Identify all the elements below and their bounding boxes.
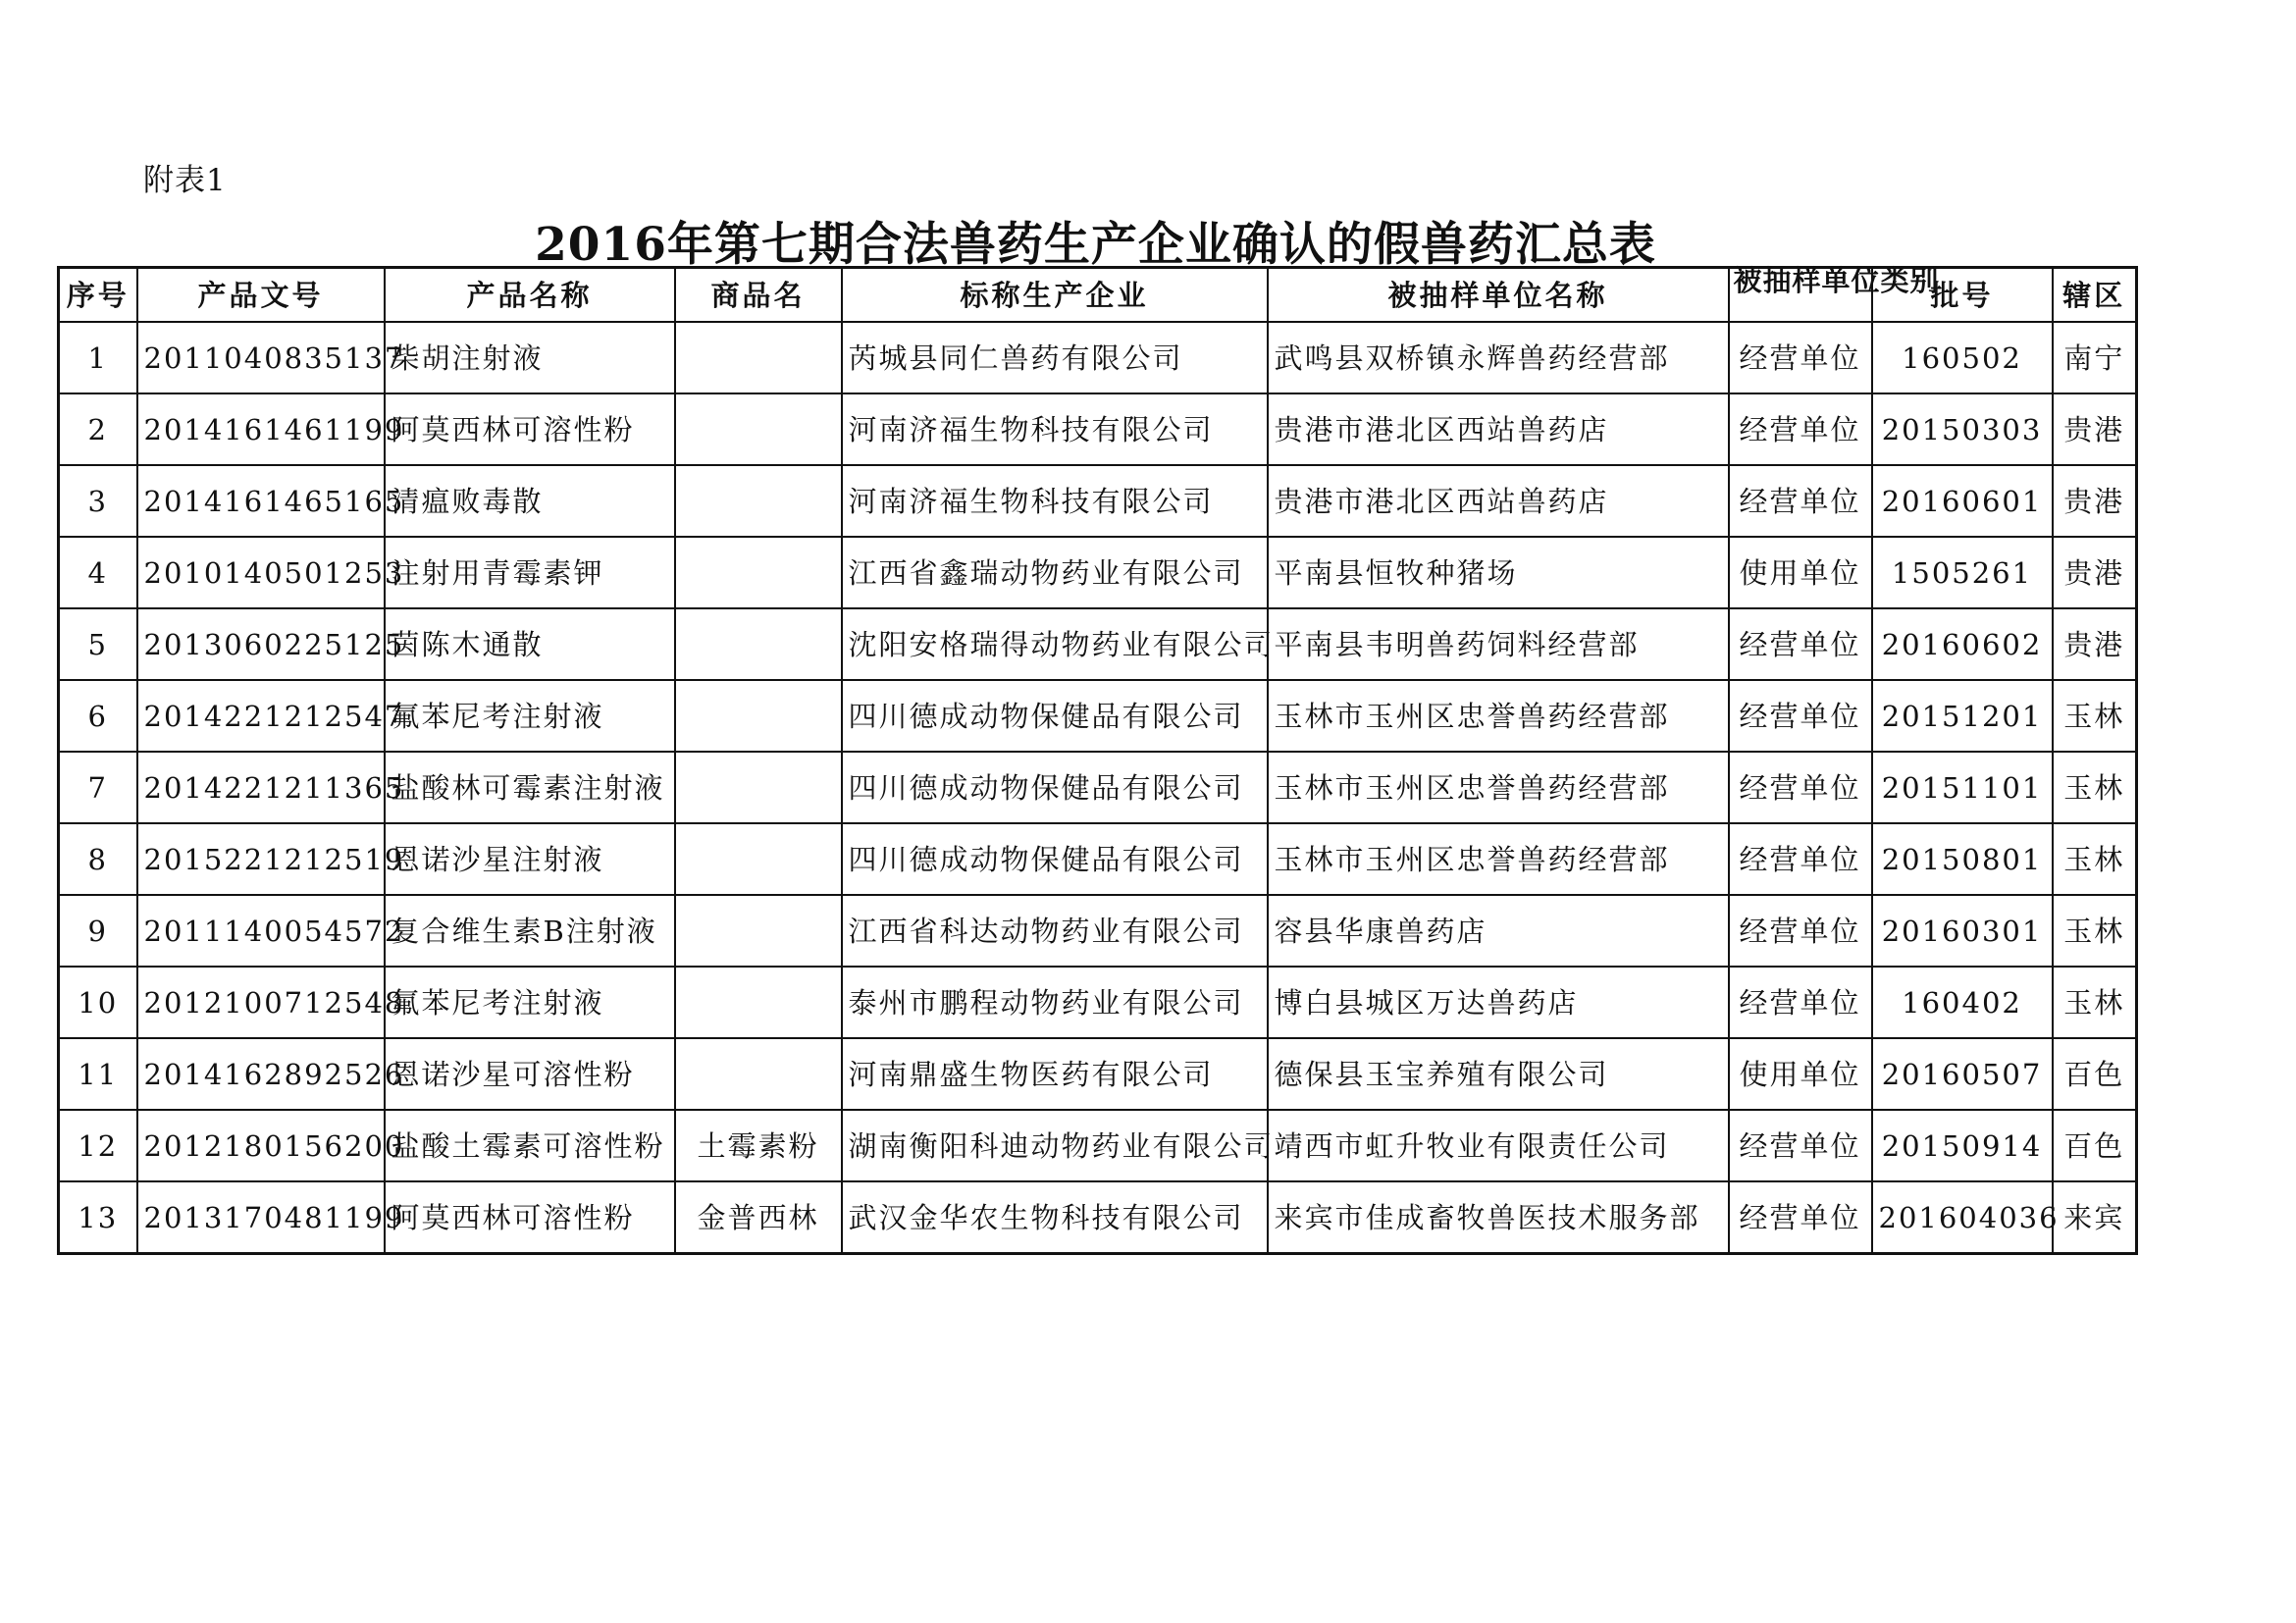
cell-product-name: 氟苯尼考注射液 bbox=[385, 967, 675, 1038]
cell-trade-name bbox=[675, 967, 842, 1038]
cell-seq: 4 bbox=[59, 537, 137, 608]
cell-sampled-unit: 贵港市港北区西站兽药店 bbox=[1268, 393, 1729, 465]
cell-sampled-unit: 武鸣县双桥镇永辉兽药经营部 bbox=[1268, 322, 1729, 393]
cell-sampled-unit: 玉林市玉州区忠誉兽药经营部 bbox=[1268, 823, 1729, 895]
cell-product-code: 2014221212547 bbox=[137, 680, 385, 752]
cell-product-code: 2014161465165 bbox=[137, 465, 385, 537]
cell-manufacturer: 芮城县同仁兽药有限公司 bbox=[842, 322, 1268, 393]
cell-unit-category: 使用单位 bbox=[1729, 1038, 1872, 1110]
cell-product-code: 2011040835137 bbox=[137, 322, 385, 393]
cell-trade-name bbox=[675, 537, 842, 608]
cell-product-name: 恩诺沙星注射液 bbox=[385, 823, 675, 895]
cell-region: 贵港 bbox=[2053, 465, 2137, 537]
counterfeit-drug-table bbox=[57, 266, 2138, 1255]
cell-sampled-unit: 玉林市玉州区忠誉兽药经营部 bbox=[1268, 752, 1729, 823]
cell-trade-name bbox=[675, 465, 842, 537]
cell-seq: 10 bbox=[59, 967, 137, 1038]
cell-batch-number: 201604036 bbox=[1872, 1181, 2053, 1254]
cell-trade-name bbox=[675, 823, 842, 895]
cell-batch-number: 20150914 bbox=[1872, 1110, 2053, 1181]
cell-sampled-unit: 容县华康兽药店 bbox=[1268, 895, 1729, 967]
cell-seq: 11 bbox=[59, 1038, 137, 1110]
cell-product-code: 2012180156200 bbox=[137, 1110, 385, 1181]
header-product-code: 产品文号 bbox=[137, 268, 385, 323]
cell-product-name: 盐酸林可霉素注射液 bbox=[385, 752, 675, 823]
cell-manufacturer: 四川德成动物保健品有限公司 bbox=[842, 823, 1268, 895]
cell-manufacturer: 河南济福生物科技有限公司 bbox=[842, 393, 1268, 465]
cell-product-code: 2011140054572 bbox=[137, 895, 385, 967]
cell-product-code: 2014221211365 bbox=[137, 752, 385, 823]
cell-batch-number: 20160301 bbox=[1872, 895, 2053, 967]
cell-manufacturer: 河南鼎盛生物医药有限公司 bbox=[842, 1038, 1268, 1110]
cell-manufacturer: 湖南衡阳科迪动物药业有限公司 bbox=[842, 1110, 1268, 1181]
cell-seq: 2 bbox=[59, 393, 137, 465]
header-trade-name: 商品名 bbox=[675, 268, 842, 323]
cell-manufacturer: 武汉金华农生物科技有限公司 bbox=[842, 1181, 1268, 1254]
table-row bbox=[59, 608, 2137, 680]
cell-sampled-unit: 靖西市虹升牧业有限责任公司 bbox=[1268, 1110, 1729, 1181]
cell-sampled-unit: 平南县恒牧种猪场 bbox=[1268, 537, 1729, 608]
table-row bbox=[59, 680, 2137, 752]
cell-batch-number: 20160602 bbox=[1872, 608, 2053, 680]
table-body bbox=[59, 322, 2137, 1254]
cell-product-code: 2015221212519 bbox=[137, 823, 385, 895]
cell-unit-category: 经营单位 bbox=[1729, 895, 1872, 967]
cell-product-name: 恩诺沙星可溶性粉 bbox=[385, 1038, 675, 1110]
cell-region: 玉林 bbox=[2053, 823, 2137, 895]
cell-region: 贵港 bbox=[2053, 393, 2137, 465]
table-row bbox=[59, 1181, 2137, 1254]
cell-product-code: 2012100712548 bbox=[137, 967, 385, 1038]
cell-seq: 9 bbox=[59, 895, 137, 967]
cell-region: 玉林 bbox=[2053, 752, 2137, 823]
table-row bbox=[59, 465, 2137, 537]
cell-product-name: 柴胡注射液 bbox=[385, 322, 675, 393]
cell-product-name: 盐酸土霉素可溶性粉 bbox=[385, 1110, 675, 1181]
cell-sampled-unit: 博白县城区万达兽药店 bbox=[1268, 967, 1729, 1038]
cell-region: 百色 bbox=[2053, 1110, 2137, 1181]
cell-product-name: 氟苯尼考注射液 bbox=[385, 680, 675, 752]
cell-trade-name bbox=[675, 393, 842, 465]
cell-unit-category: 经营单位 bbox=[1729, 465, 1872, 537]
cell-product-code: 2013060225125 bbox=[137, 608, 385, 680]
header-seq: 序号 bbox=[59, 268, 137, 323]
cell-product-name: 阿莫西林可溶性粉 bbox=[385, 1181, 675, 1254]
cell-trade-name bbox=[675, 752, 842, 823]
cell-region: 来宾 bbox=[2053, 1181, 2137, 1254]
table-row bbox=[59, 752, 2137, 823]
cell-product-code: 2013170481199 bbox=[137, 1181, 385, 1254]
cell-region: 玉林 bbox=[2053, 967, 2137, 1038]
table-row bbox=[59, 322, 2137, 393]
cell-trade-name bbox=[675, 608, 842, 680]
table-row bbox=[59, 393, 2137, 465]
cell-batch-number: 20150303 bbox=[1872, 393, 2053, 465]
cell-manufacturer: 四川德成动物保健品有限公司 bbox=[842, 680, 1268, 752]
cell-batch-number: 20160601 bbox=[1872, 465, 2053, 537]
cell-manufacturer: 河南济福生物科技有限公司 bbox=[842, 465, 1268, 537]
table-row bbox=[59, 967, 2137, 1038]
table-row bbox=[59, 537, 2137, 608]
cell-trade-name bbox=[675, 1038, 842, 1110]
cell-trade-name bbox=[675, 322, 842, 393]
cell-region: 南宁 bbox=[2053, 322, 2137, 393]
cell-seq: 6 bbox=[59, 680, 137, 752]
cell-trade-name bbox=[675, 895, 842, 967]
table-row bbox=[59, 1110, 2137, 1181]
header-manufacturer: 标称生产企业 bbox=[842, 268, 1268, 323]
table-row bbox=[59, 1038, 2137, 1110]
cell-sampled-unit: 德保县玉宝养殖有限公司 bbox=[1268, 1038, 1729, 1110]
cell-unit-category: 经营单位 bbox=[1729, 608, 1872, 680]
cell-seq: 13 bbox=[59, 1181, 137, 1254]
cell-seq: 7 bbox=[59, 752, 137, 823]
cell-manufacturer: 泰州市鹏程动物药业有限公司 bbox=[842, 967, 1268, 1038]
cell-region: 贵港 bbox=[2053, 608, 2137, 680]
cell-batch-number: 20150801 bbox=[1872, 823, 2053, 895]
cell-batch-number: 160402 bbox=[1872, 967, 2053, 1038]
header-unit-category: 被抽样单位类别 bbox=[1729, 268, 1872, 323]
cell-manufacturer: 四川德成动物保健品有限公司 bbox=[842, 752, 1268, 823]
table-row bbox=[59, 895, 2137, 967]
cell-unit-category: 经营单位 bbox=[1729, 322, 1872, 393]
cell-seq: 3 bbox=[59, 465, 137, 537]
cell-sampled-unit: 来宾市佳成畜牧兽医技术服务部 bbox=[1268, 1181, 1729, 1254]
cell-unit-category: 经营单位 bbox=[1729, 1181, 1872, 1254]
cell-region: 贵港 bbox=[2053, 537, 2137, 608]
cell-batch-number: 160502 bbox=[1872, 322, 2053, 393]
cell-unit-category: 使用单位 bbox=[1729, 537, 1872, 608]
header-product-name: 产品名称 bbox=[385, 268, 675, 323]
table-header-row bbox=[59, 268, 2137, 323]
attachment-label: 附表1 bbox=[143, 163, 227, 198]
cell-seq: 12 bbox=[59, 1110, 137, 1181]
cell-batch-number: 20151101 bbox=[1872, 752, 2053, 823]
cell-unit-category: 经营单位 bbox=[1729, 680, 1872, 752]
cell-seq: 5 bbox=[59, 608, 137, 680]
cell-product-name: 清瘟败毒散 bbox=[385, 465, 675, 537]
cell-region: 玉林 bbox=[2053, 680, 2137, 752]
cell-sampled-unit: 玉林市玉州区忠誉兽药经营部 bbox=[1268, 680, 1729, 752]
cell-trade-name bbox=[675, 680, 842, 752]
cell-manufacturer: 江西省鑫瑞动物药业有限公司 bbox=[842, 537, 1268, 608]
cell-manufacturer: 江西省科达动物药业有限公司 bbox=[842, 895, 1268, 967]
cell-sampled-unit: 平南县韦明兽药饲料经营部 bbox=[1268, 608, 1729, 680]
cell-batch-number: 1505261 bbox=[1872, 537, 2053, 608]
cell-unit-category: 经营单位 bbox=[1729, 823, 1872, 895]
cell-product-name: 复合维生素B注射液 bbox=[385, 895, 675, 967]
header-sampled-unit: 被抽样单位名称 bbox=[1268, 268, 1729, 323]
cell-product-code: 2014161461199 bbox=[137, 393, 385, 465]
cell-product-name: 阿莫西林可溶性粉 bbox=[385, 393, 675, 465]
cell-region: 玉林 bbox=[2053, 895, 2137, 967]
cell-unit-category: 经营单位 bbox=[1729, 752, 1872, 823]
cell-unit-category: 经营单位 bbox=[1729, 967, 1872, 1038]
cell-product-code: 2010140501253 bbox=[137, 537, 385, 608]
header-batch-number: 批号 bbox=[1872, 268, 2053, 323]
cell-region: 百色 bbox=[2053, 1038, 2137, 1110]
header-region: 辖区 bbox=[2053, 268, 2137, 323]
table-row bbox=[59, 823, 2137, 895]
cell-seq: 1 bbox=[59, 322, 137, 393]
cell-product-name: 茵陈木通散 bbox=[385, 608, 675, 680]
cell-manufacturer: 沈阳安格瑞得动物药业有限公司 bbox=[842, 608, 1268, 680]
cell-product-name: 注射用青霉素钾 bbox=[385, 537, 675, 608]
cell-batch-number: 20151201 bbox=[1872, 680, 2053, 752]
cell-unit-category: 经营单位 bbox=[1729, 1110, 1872, 1181]
cell-seq: 8 bbox=[59, 823, 137, 895]
cell-sampled-unit: 贵港市港北区西站兽药店 bbox=[1268, 465, 1729, 537]
cell-unit-category: 经营单位 bbox=[1729, 393, 1872, 465]
document-title: 2016年第七期合法兽药生产企业确认的假兽药汇总表 bbox=[535, 218, 1656, 272]
cell-trade-name: 金普西林 bbox=[675, 1181, 842, 1254]
cell-batch-number: 20160507 bbox=[1872, 1038, 2053, 1110]
cell-product-code: 2014162892526 bbox=[137, 1038, 385, 1110]
cell-trade-name: 土霉素粉 bbox=[675, 1110, 842, 1181]
